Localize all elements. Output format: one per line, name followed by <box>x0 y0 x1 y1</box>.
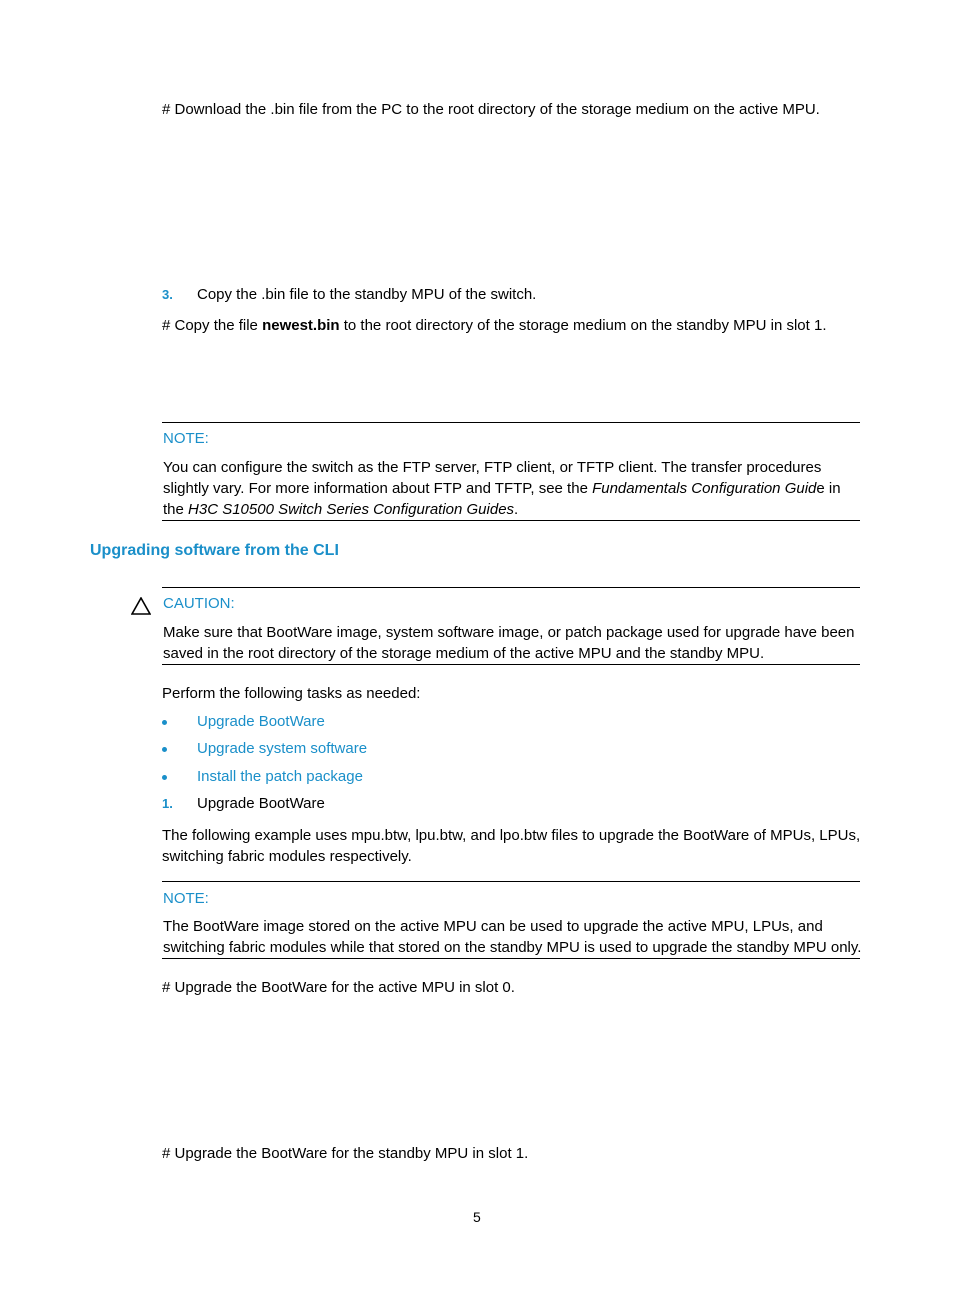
note1-text <box>163 457 863 520</box>
example-para: The following example uses mpu.btw, lpu.btw, and lpo.btw files to upgrade the BootWare of MPUs, LPUs, switching fabric modules respectively. <box>162 827 861 865</box>
step-1-number: 1. <box>162 796 173 811</box>
note1-italic-1: Fundamentals Configuration Guid <box>592 480 817 497</box>
upgrade-standby-para: # Upgrade the BootWare for the standby MPU in slot 1. <box>162 1145 529 1162</box>
note1-text-2: e in the <box>163 480 841 518</box>
note1-top-rule <box>162 422 860 423</box>
copy-para-suffix: to the root directory of the storage medium on the standby MPU in slot 1. <box>339 317 827 334</box>
step-3-text: Copy the .bin file to the standby MPU of the switch. <box>197 286 537 303</box>
copy-para <box>162 317 827 334</box>
note1-bottom-rule <box>162 520 860 521</box>
task-bullet-icon-2 <box>162 747 167 752</box>
note2-bottom-rule <box>162 958 860 959</box>
section-heading: Upgrading software from the CLI <box>90 542 339 559</box>
task-bullet-icon-1 <box>162 720 167 725</box>
note2-label: NOTE: <box>163 890 209 907</box>
note2-top-rule <box>162 881 860 882</box>
task-bullet-icon-3 <box>162 775 167 780</box>
note1-italic-2: H3C S10500 Switch Series Configuration Guides <box>188 501 515 518</box>
caution-label: CAUTION: <box>163 595 235 612</box>
step-1-text: Upgrade BootWare <box>197 795 325 812</box>
tasks-intro: Perform the following tasks as needed: <box>162 685 421 702</box>
task-link-install-patch-package[interactable]: Install the patch package <box>197 768 363 785</box>
step-3-number: 3. <box>162 287 173 302</box>
upgrade-active-para: # Upgrade the BootWare for the active MPU in slot 0. <box>162 979 515 996</box>
para-download: # Download the .bin file from the PC to the root directory of the storage medium on the active MPU. <box>162 101 820 118</box>
caution-bottom-rule <box>162 664 860 665</box>
note1-text-1: You can configure the switch as the FTP server, FTP client, or TFTP client. The transfer procedures slightly vary. For more information about FTP and TFTP, see the <box>163 459 822 497</box>
caution-icon <box>131 597 151 615</box>
step-1 <box>162 795 325 812</box>
page-number: 5 <box>473 1209 481 1225</box>
caution-top-rule <box>162 587 860 588</box>
caution-text: Make sure that BootWare image, system software image, or patch package used for upgrade have been saved in the root directory of the storage medium of the active MPU and the standby MPU. <box>163 624 855 662</box>
note2-text: The BootWare image stored on the active MPU can be used to upgrade the active MPU, LPUs, and switching fabric modules while that stored on the standby MPU is used to upgrade the standby MPU only. <box>163 918 862 956</box>
step-3 <box>162 286 537 303</box>
note1-label: NOTE: <box>163 430 209 447</box>
task-link-upgrade-system-software[interactable]: Upgrade system software <box>197 740 368 757</box>
task-link-upgrade-bootware[interactable]: Upgrade BootWare <box>197 713 325 730</box>
copy-para-filename: newest.bin <box>262 317 340 334</box>
copy-para-prefix: # Copy the file <box>162 317 263 334</box>
note1-text-3: . <box>514 501 519 518</box>
